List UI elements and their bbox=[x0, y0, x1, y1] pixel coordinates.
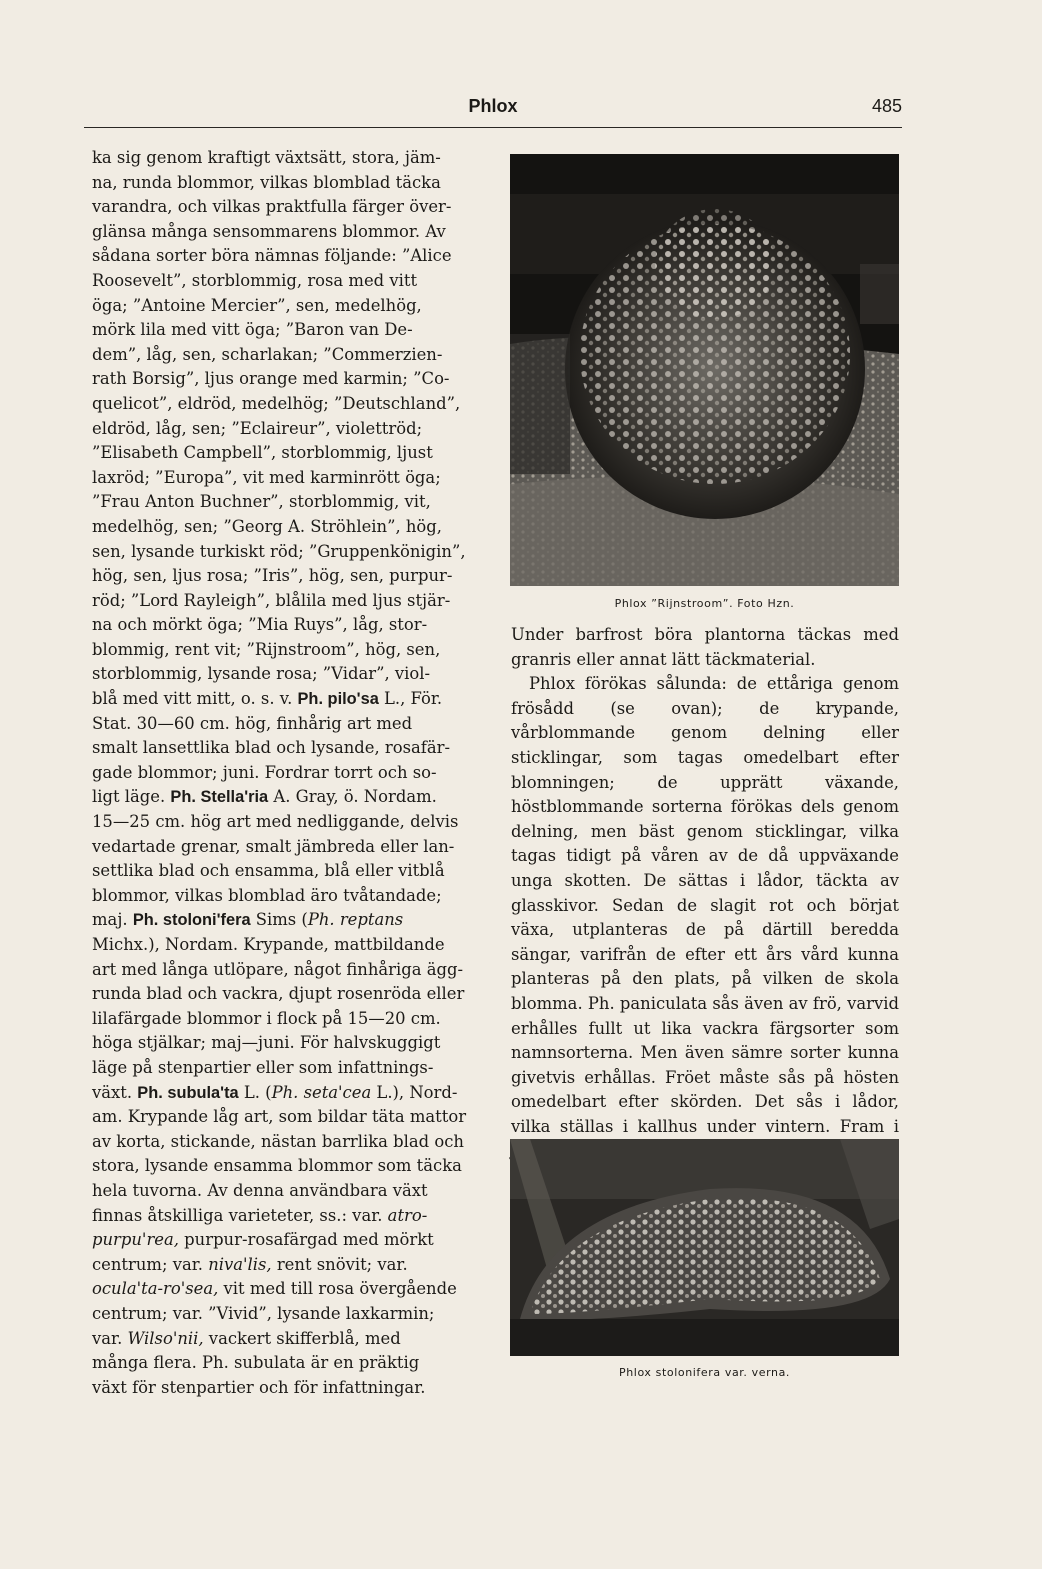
left-column-body bbox=[92, 146, 481, 1400]
text-run: Sims ( bbox=[250, 910, 308, 930]
variety-name: purpu'rea, bbox=[92, 1230, 179, 1250]
text-line: mörk lila med vitt öga; ”Baron van De- bbox=[92, 320, 413, 340]
text-line: sen, lysande turkiskt röd; ”Gruppenkönigin”, bbox=[92, 541, 466, 561]
text-line: settlika blad och ensamma, blå eller vitblå bbox=[92, 861, 445, 881]
text-line: stora, lysande ensamma blommor som täcka bbox=[92, 1156, 462, 1176]
photo-1-caption: Phlox ”Rijnstroom”. Foto Hzn. bbox=[614, 597, 795, 610]
synonym-name: Ph. reptans bbox=[307, 910, 404, 930]
photo-phlox-rijnstroom bbox=[510, 154, 899, 586]
text-line: runda blad och vackra, djupt rosenröda eller bbox=[92, 984, 465, 1004]
text-line bbox=[92, 1327, 481, 1352]
paragraph-propagation: Phlox förökas sålunda: de ettåriga genom frösådd (se ovan); de krypande, vårblommande genom delning eller sticklingar, som tagas omedelbart efter blomningen; de upprätt växande, höstblommande sorterna förökas dels genom delning, men bäst genom sticklingar, vilka tagas tidigt på våren av de då uppväxande unga skotten. De sättas i lådor, täckta av glasskivor. Sedan de slagit rot och börjat växa, utplanteras de på därtill beredda sängar, varifrån de efter ett års vård kunna planteras på den plats, på vilken de skola blomma. Ph. paniculata sås även av frö, varvid erhålles fullt ut lika vackra färgsorter som namnsorterna. Men även sämre sorter kunna givetvis erhållas. Fröet måste sås på hösten omedelbart efter skörden. Det sås i lådor, vilka ställas i kallhus under vintern. Fram i bbox=[511, 674, 899, 1136]
text-line: av korta, stickande, nästan barrlika blad och bbox=[92, 1131, 464, 1151]
text-line: blommor, vilkas blomblad äro tvåtandade; bbox=[92, 885, 442, 905]
text-line: smalt lansettlika blad och lysande, rosafär- bbox=[92, 738, 450, 758]
photo-2-image bbox=[510, 1139, 899, 1356]
text-run: vit med till rosa övergående bbox=[218, 1279, 457, 1299]
paragraph-frost: Under barfrost böra plantorna täckas med granris eller annat lätt täckmaterial. bbox=[511, 625, 899, 669]
text-line: centrum; var. ”Vivid”, lysande laxkarmin; bbox=[92, 1303, 435, 1323]
text-line bbox=[92, 908, 481, 933]
text-line: ka sig genom kraftigt växtsätt, stora, jäm- bbox=[92, 148, 441, 167]
text-run: vackert skifferblå, med bbox=[203, 1328, 401, 1348]
text-line: lilafärgade blommor i flock på 15—20 cm. bbox=[92, 1008, 441, 1028]
text-line: art med långa utlöpare, något finhåriga ägg- bbox=[92, 959, 464, 979]
text-run: ligt läge. bbox=[92, 787, 171, 807]
text-line: växt för stenpartier och för infattningar. bbox=[92, 1377, 426, 1397]
text-line: blommig, rent vit; ”Rijnstroom”, hög, sen, bbox=[92, 639, 441, 659]
text-line: sådana sorter böra nämnas följande: ”Alice bbox=[92, 246, 452, 266]
text-line: rath Borsig”, ljus orange med karmin; ”Co- bbox=[92, 369, 450, 389]
text-run: L.), Nord- bbox=[371, 1082, 458, 1102]
text-line: hög, sen, ljus rosa; ”Iris”, hög, sen, purpur- bbox=[92, 566, 453, 586]
text-line: eldröd, låg, sen; ”Eclaireur”, violettröd; bbox=[92, 418, 423, 438]
text-line: am. Krypande låg art, som bildar täta mattor bbox=[92, 1107, 467, 1127]
text-line: ”Elisabeth Campbell”, storblommig, ljust bbox=[92, 443, 433, 463]
text-run: växt. bbox=[92, 1082, 138, 1102]
text-line: ”Frau Anton Buchner”, storblommig, vit, bbox=[92, 492, 431, 512]
text-line bbox=[92, 785, 481, 810]
species-name: Ph. pilo'sa bbox=[297, 690, 379, 709]
text-line: varandra, och vilkas praktfulla färger över- bbox=[92, 197, 452, 217]
left-column bbox=[92, 146, 481, 1400]
variety-name: Wilso'nii, bbox=[127, 1328, 204, 1348]
text-run: finnas åtskilliga varieteter, ss.: var. bbox=[92, 1205, 388, 1225]
synonym-name: Ph. seta'cea bbox=[271, 1082, 372, 1102]
text-line: läge på stenpartier eller som infattnings- bbox=[92, 1057, 434, 1077]
species-name: Ph. subula'ta bbox=[137, 1083, 239, 1102]
photo-1-image bbox=[510, 154, 899, 586]
text-line: medelhög, sen; ”Georg A. Ströhlein”, hög, bbox=[92, 516, 442, 536]
text-run: A. Gray, ö. Nordam. bbox=[268, 787, 437, 807]
text-run: var. bbox=[92, 1328, 128, 1348]
text-line: öga; ”Antoine Mercier”, sen, medelhög, bbox=[92, 295, 422, 315]
text-line bbox=[92, 687, 481, 712]
text-run: rent snövit; var. bbox=[271, 1254, 408, 1274]
variety-name: atro- bbox=[387, 1205, 428, 1225]
text-run: purpur-rosafärgad med mörkt bbox=[178, 1230, 434, 1250]
page-header bbox=[84, 96, 902, 126]
text-line: hela tuvorna. Av denna användbara växt bbox=[92, 1180, 428, 1200]
text-line: laxröd; ”Europa”, vit med karminrött öga; bbox=[92, 467, 441, 487]
text-line: röd; ”Lord Rayleigh”, blålila med ljus stjär- bbox=[92, 590, 451, 610]
text-run: maj. bbox=[92, 910, 133, 930]
text-line bbox=[92, 1081, 481, 1106]
text-line: dem”, låg, sen, scharlakan; ”Commerzien- bbox=[92, 344, 443, 364]
page-number: 485 bbox=[871, 96, 902, 116]
text-run: centrum; var. bbox=[92, 1254, 209, 1274]
variety-name: niva'lis, bbox=[208, 1254, 272, 1274]
text-line: glänsa många sensommarens blommor. Av bbox=[92, 221, 446, 241]
text-line bbox=[92, 1228, 481, 1253]
text-line: 15—25 cm. hög art med nedliggande, delvis bbox=[92, 812, 459, 832]
photo-2-caption: Phlox stolonifera var. verna. bbox=[618, 1366, 791, 1379]
right-column-top bbox=[511, 623, 899, 1164]
header-rule bbox=[84, 127, 902, 128]
text-line: Michx.), Nordam. Krypande, mattbildande bbox=[92, 935, 445, 954]
text-line: vedartade grenar, smalt jämbreda eller lan- bbox=[92, 836, 455, 856]
variety-name: ocula'ta-ro'sea, bbox=[92, 1279, 219, 1299]
text-line bbox=[92, 1204, 481, 1229]
running-head-title: Phlox bbox=[468, 96, 518, 116]
text-line: Stat. 30—60 cm. hög, finhårig art med bbox=[92, 713, 413, 733]
text-line: na och mörkt öga; ”Mia Ruys”, låg, stor- bbox=[92, 615, 428, 635]
text-line: höga stjälkar; maj—juni. För halvskuggigt bbox=[92, 1033, 441, 1053]
text-line: gade blommor; juni. Fordrar torrt och so- bbox=[92, 762, 437, 782]
text-run: L., För. bbox=[378, 689, 443, 709]
photo-phlox-stolonifera bbox=[510, 1139, 899, 1356]
text-line: quelicot”, eldröd, medelhög; ”Deutschland”, bbox=[92, 393, 461, 413]
text-line bbox=[92, 1253, 481, 1278]
text-line: många flera. Ph. subulata är en präktig bbox=[92, 1353, 420, 1373]
species-name: Ph. stoloni'fera bbox=[132, 911, 251, 930]
species-name: Ph. Stella'ria bbox=[170, 788, 269, 807]
text-line: na, runda blommor, vilkas blomblad täcka bbox=[92, 172, 441, 192]
text-line: storblommig, lysande rosa; ”Vidar”, viol- bbox=[92, 664, 431, 684]
text-line: Roosevelt”, storblommig, rosa med vitt bbox=[92, 270, 418, 290]
text-run: L. ( bbox=[238, 1082, 272, 1102]
text-line bbox=[92, 1277, 481, 1302]
text-run: blå med vitt mitt, o. s. v. bbox=[92, 689, 298, 709]
